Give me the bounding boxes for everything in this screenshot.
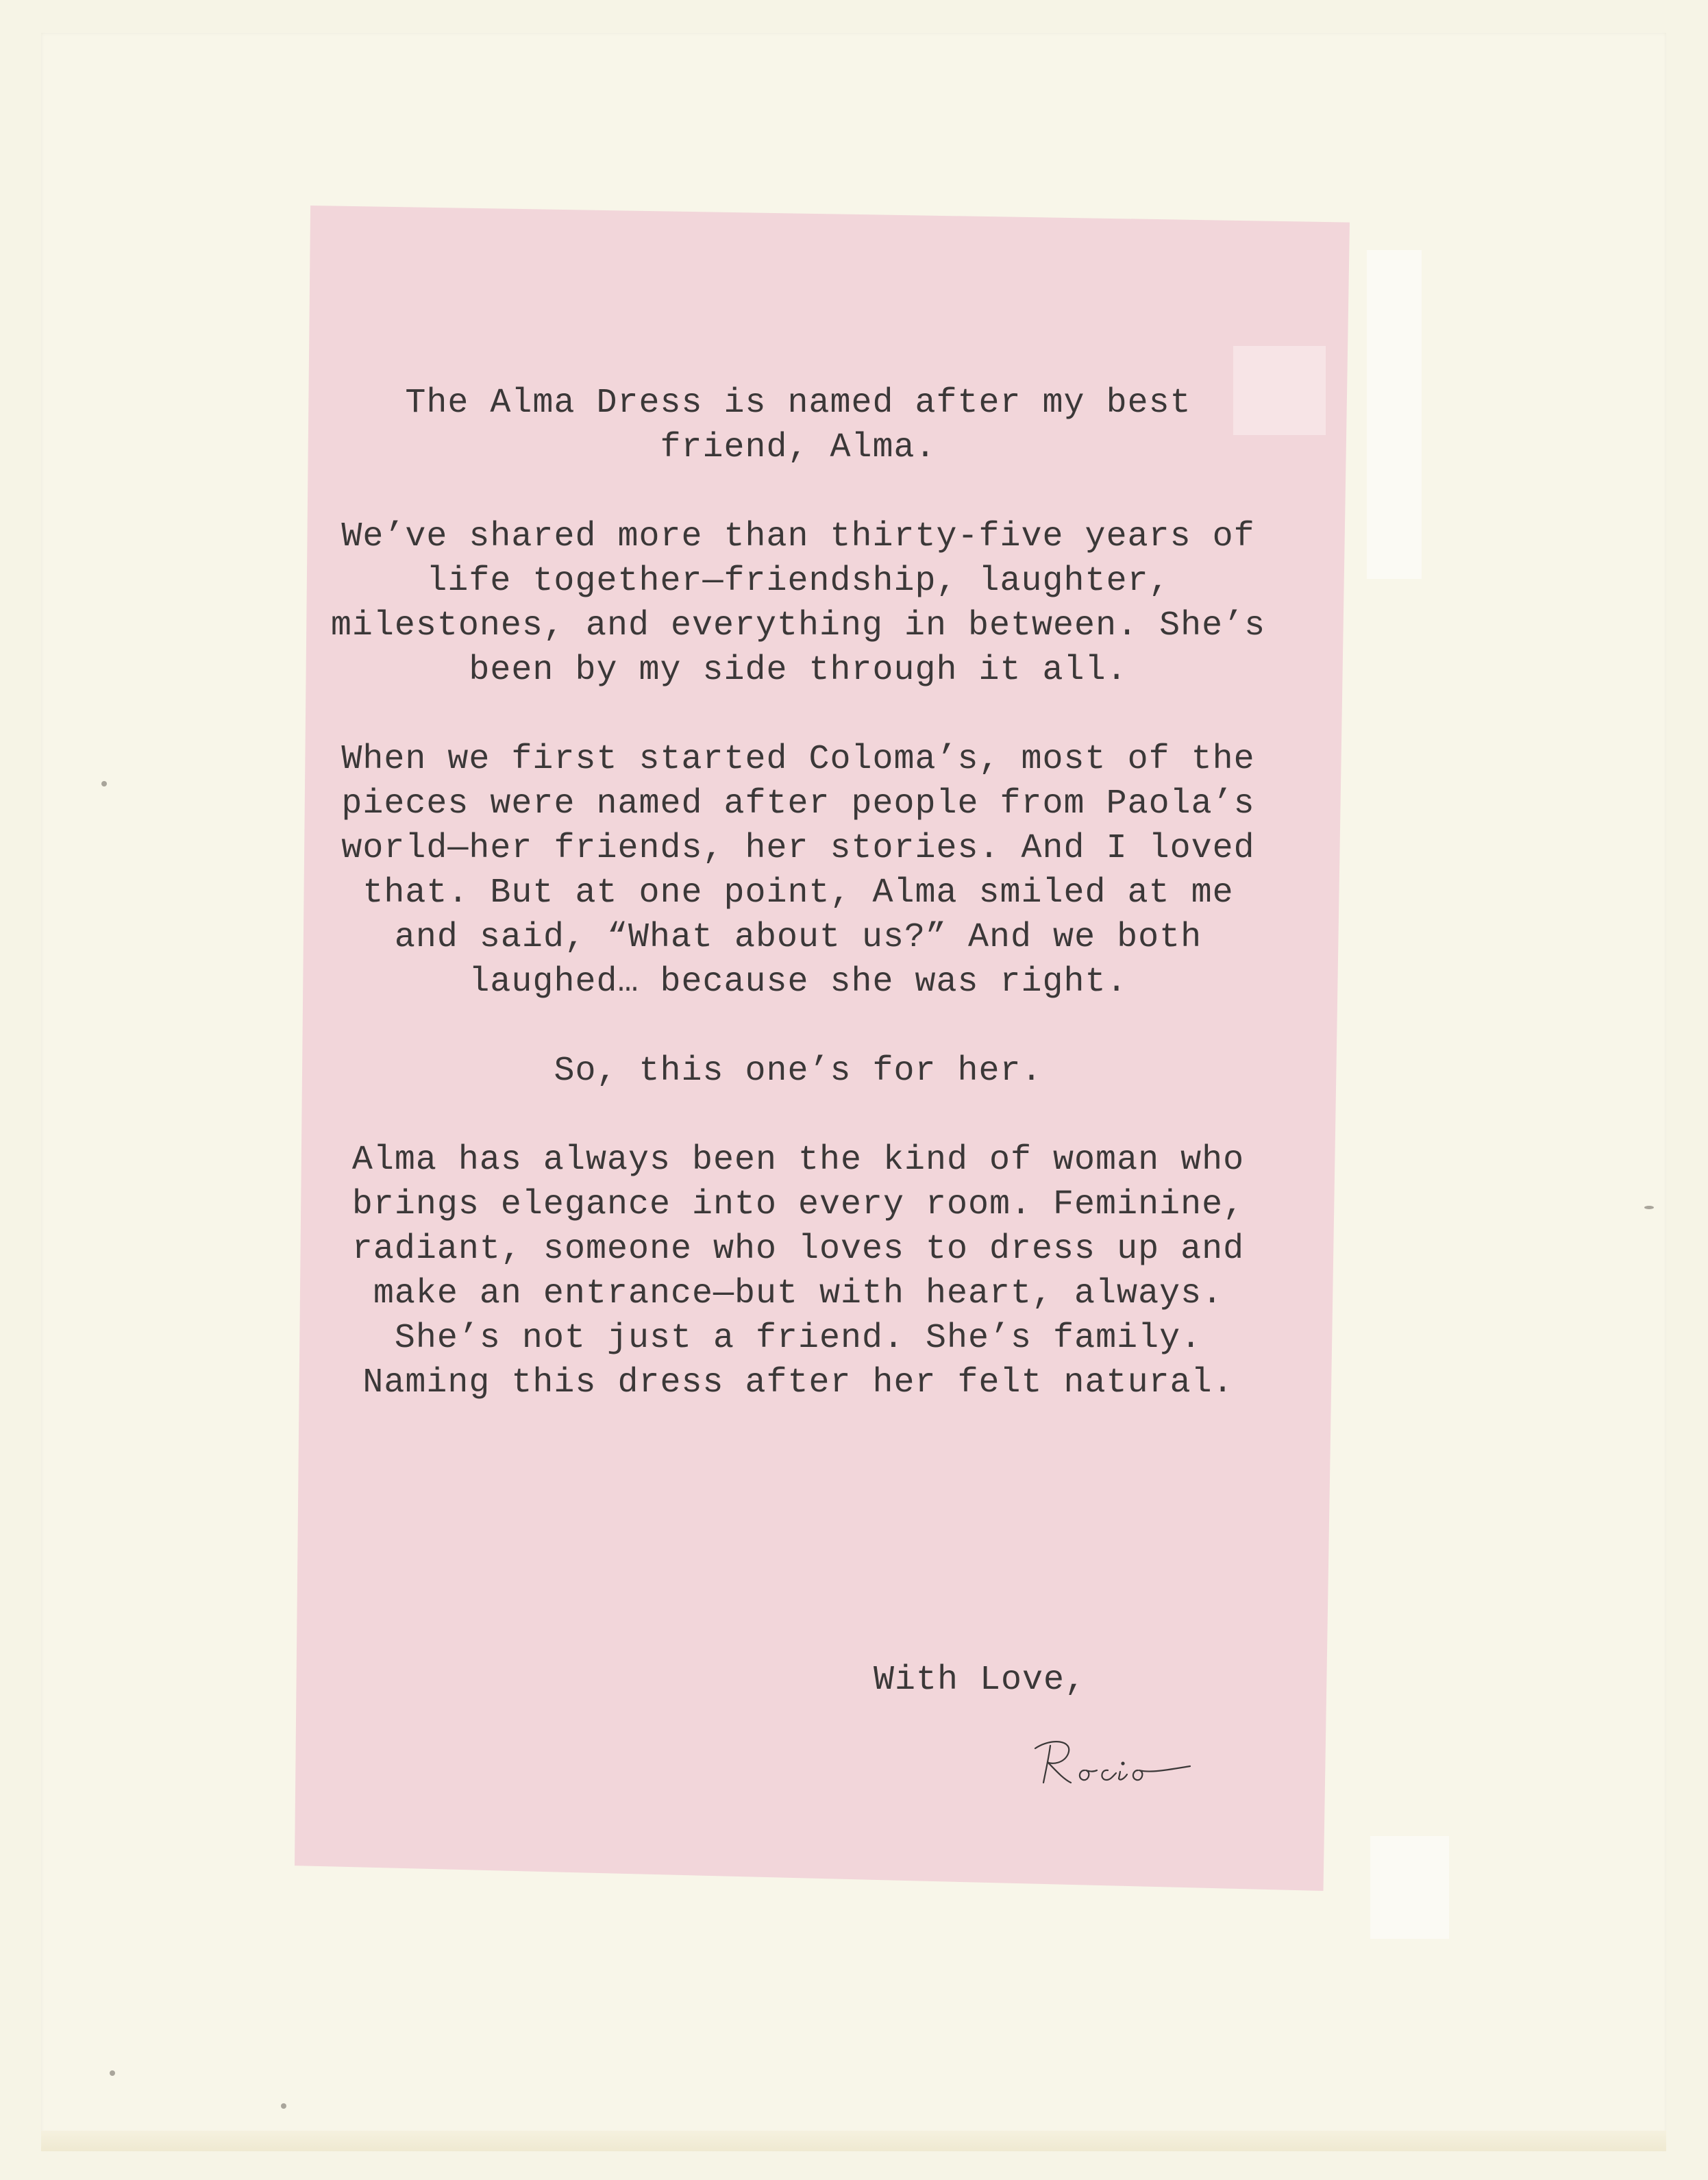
paper-speck: [101, 781, 107, 786]
letter-closing: With Love,: [874, 1661, 1087, 1700]
letter-paragraph: Alma has always been the kind of woman who brings elegance into every room. Feminine, radiant, someone who loves to dress up and make an entrance—but with heart, always. She’s not just a friend. She’s family. Naming this dress after her felt natural.: [351, 1141, 1245, 1402]
letter-body: [329, 381, 1267, 1450]
letter-paragraph: The Alma Dress is named after my best friend, Alma.: [405, 384, 1191, 467]
paper-speck: [110, 2070, 115, 2076]
letter-paragraph: When we first started Coloma’s, most of the pieces were named after people from Paola’s world—her friends, her stories. And I loved that. But at one point, Alma smiled at me and said, “What about us?” And we both laughed… because she was right.: [341, 740, 1255, 1002]
paper-bottom-edge: [41, 2131, 1666, 2151]
paper-speck: [281, 2103, 286, 2109]
letter-paragraph: So, this one’s for her.: [554, 1052, 1043, 1091]
white-patch-bottom-right: [1370, 1836, 1449, 1939]
paper-speck: [1644, 1206, 1654, 1209]
white-patch-top-right: [1367, 250, 1422, 579]
letter-paragraph: We’ve shared more than thirty-five years of life together—friendship, laughter, milestones, and everything in between. She’s been by my side through it all.: [330, 517, 1266, 690]
signature: [1031, 1733, 1196, 1795]
